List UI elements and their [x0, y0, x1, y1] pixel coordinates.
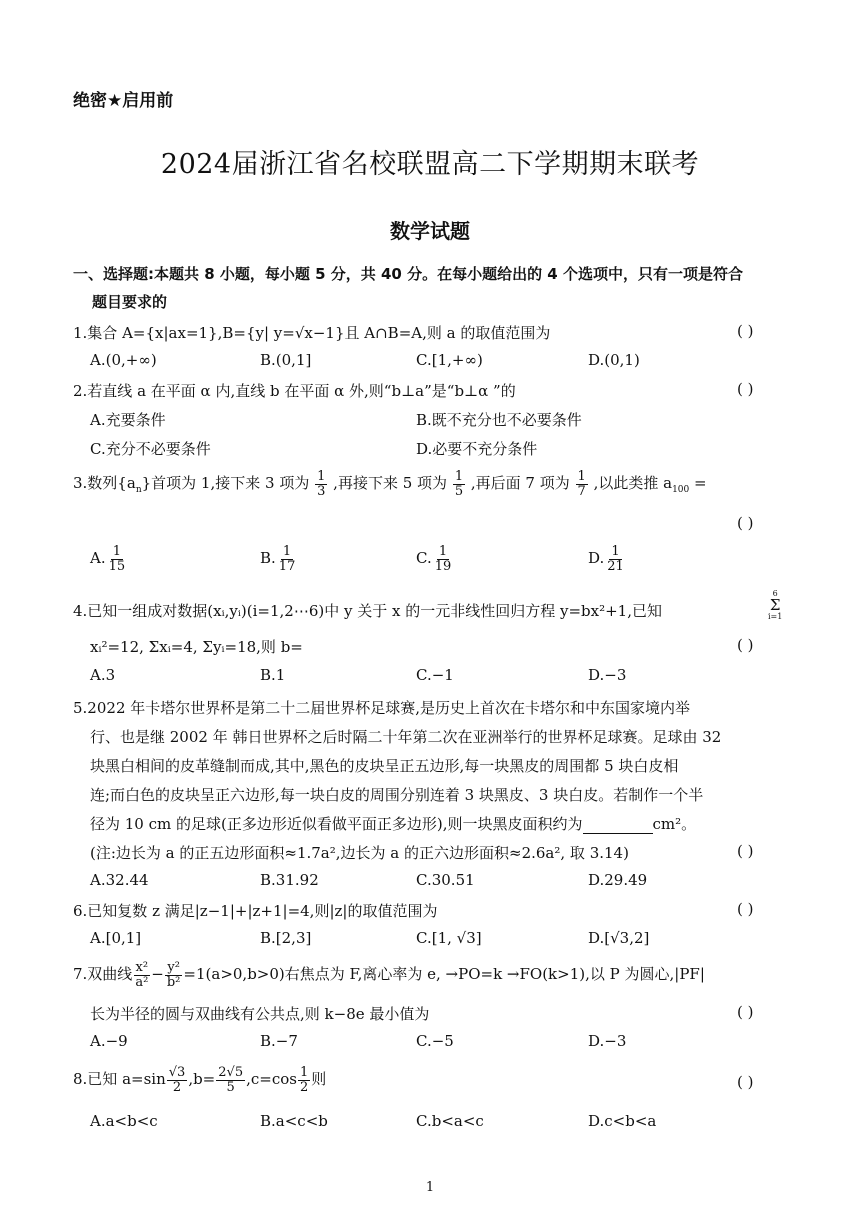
question-7: 7.双曲线 $\frac{\text{x²}}{\text{a²}}$ − $\frac{\text{y²}}{\text{b²}}$ =1(a>0,b>0)右焦点为 F,离心率为 e, →PO=k →FO(k>1),以 P 为圆心,|PF|	[73, 960, 705, 990]
question-3: 3.数列$\{a_n\}$首项为 1,接下来 3 项为 $\frac{1}{3}$ ,再接下来 5 项为 $\frac{1}{5}$ ,再后面 7 项为 $\frac{1}{7}$ ,以此类推 $a_{100}$ =	[73, 469, 707, 499]
q2-option-b: B.既不充分也不必要条件	[416, 411, 582, 429]
answer-paren-8: ( )	[737, 1073, 754, 1091]
q5-option-a: A.32.44	[90, 871, 149, 889]
question-4: 4.已知一组成对数据(xᵢ,yᵢ)(i=1,2⋯6)中 y 关于 x 的一元非线性回归方程 y=bx²+1,已知	[73, 602, 662, 620]
question-6: 6.已知复数 z 满足|z−1|+|z+1|=4,则|z|的取值范围为	[73, 902, 438, 920]
question-5-line3: 块黑白相间的皮革缝制而成,其中,黑色的皮块呈正五边形,每一块黑皮的周围都 5 块白皮相	[90, 757, 679, 775]
answer-paren-1: ( )	[737, 322, 754, 340]
q5-option-b: B.31.92	[260, 871, 319, 889]
q1-option-b: B.(0,1]	[260, 351, 312, 369]
q3-option-c: C. $\frac{1}{19}$	[416, 544, 452, 574]
question-4-cont: xᵢ²=12, Σxᵢ=4, Σyᵢ=18,则 b=	[90, 638, 303, 656]
q4-option-d: D.−3	[588, 666, 627, 684]
q1-option-a: A.(0,+∞)	[90, 351, 157, 369]
q6-option-b: B.[2,3]	[260, 929, 312, 947]
q3-option-a: A. $\frac{1}{15}$	[90, 544, 126, 574]
question-8: 8.已知 a=sin $\frac{√3}{2}$ ,b= $\frac{2√5}{5}$ ,c=cos $\frac{1}{2}$ 则	[73, 1065, 327, 1095]
question-5-line5: 径为 10 cm 的足球(正多边形近似看做平面正多边形),则一块黑皮面积约为 cm²。	[90, 815, 697, 833]
page-number: 1	[425, 1180, 435, 1195]
q6-option-c: C.[1, √3]	[416, 929, 482, 947]
question-5-note: (注:边长为 a 的正五边形面积≈1.7a²,边长为 a 的正六边形面积≈2.6a², 取 3.14)	[90, 844, 629, 862]
q8-option-b: B.a<c<b	[260, 1112, 328, 1130]
q5-option-c: C.30.51	[416, 871, 475, 889]
question-5-line2: 行、也是继 2002 年 韩日世界杯之后时隔二十年第二次在亚洲举行的世界杯足球赛。足球由 32	[90, 728, 722, 746]
q7-option-d: D.−3	[588, 1032, 627, 1050]
question-2: 2.若直线 a 在平面 α 内,直线 b 在平面 α 外,则“b⊥a”是“b⊥α ”的	[73, 382, 516, 400]
section-heading-cont: 题目要求的	[92, 293, 168, 311]
answer-paren-5: ( )	[737, 842, 754, 860]
question-5-line1: 5.2022 年卡塔尔世界杯是第二十二届世界杯足球赛,是历史上首次在卡塔尔和中东国家境内举	[73, 699, 691, 717]
answer-blank	[583, 819, 653, 834]
answer-paren-2: ( )	[737, 380, 754, 398]
q2-option-c: C.充分不必要条件	[90, 440, 211, 458]
section-heading: 一、选择题:本题共 8 小题，每小题 5 分，共 40 分。在每小题给出的 4 个选项中，只有一项是符合	[73, 265, 743, 283]
fraction: $\frac{1}{5}$	[454, 469, 464, 499]
q4-option-a: A.3	[90, 666, 116, 684]
q7-option-a: A.−9	[90, 1032, 128, 1050]
exam-subtitle: 数学试题	[390, 219, 470, 243]
question-1: 1.集合 A={x|ax=1},B={y| y=√x−1}且 A∩B=A,则 a 的取值范围为	[73, 324, 551, 342]
question-7-cont: 长为半径的圆与双曲线有公共点,则 k−8e 最小值为	[90, 1005, 430, 1023]
answer-paren-6: ( )	[737, 900, 754, 918]
q6-option-d: D.[√3,2]	[588, 929, 650, 947]
q5-option-d: D.29.49	[588, 871, 648, 889]
q4-option-b: B.1	[260, 666, 286, 684]
q8-option-c: C.b<a<c	[416, 1112, 484, 1130]
q7-option-c: C.−5	[416, 1032, 454, 1050]
exam-title: 2024届浙江省名校联盟高二下学期期末联考	[160, 149, 700, 180]
q7-option-b: B.−7	[260, 1032, 298, 1050]
fraction: $\frac{1}{3}$	[317, 469, 326, 499]
q8-option-d: D.c<b<a	[588, 1112, 657, 1130]
fraction: $\frac{1}{7}$	[577, 469, 586, 499]
sigma-symbol: 6 Σ i=1	[768, 589, 783, 621]
answer-paren-3: ( )	[737, 514, 754, 532]
q3-option-b: B. $\frac{1}{17}$	[260, 544, 296, 574]
q6-option-a: A.[0,1]	[90, 929, 142, 947]
question-5-line4: 连;而白色的皮块呈正六边形,每一块白皮的周围分别连着 3 块黑皮、3 块白皮。若制作一个半	[90, 786, 704, 804]
q3-option-d: D. $\frac{1}{21}$	[588, 544, 624, 574]
answer-paren-4: ( )	[737, 636, 754, 654]
q2-option-d: D.必要不充分条件	[416, 440, 538, 458]
q4-option-c: C.−1	[416, 666, 454, 684]
confidential-label: 绝密★启用前	[73, 91, 174, 111]
answer-paren-7: ( )	[737, 1003, 754, 1021]
q2-option-a: A.充要条件	[90, 411, 166, 429]
q1-option-d: D.(0,1)	[588, 351, 640, 369]
q8-option-a: A.a<b<c	[90, 1112, 158, 1130]
q1-option-c: C.[1,+∞)	[416, 351, 483, 369]
